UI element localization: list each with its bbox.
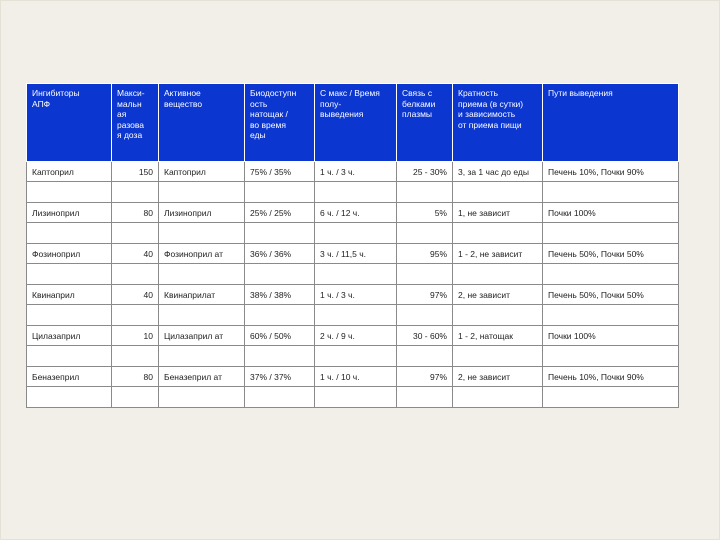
- header-dosing-frequency: Кратность приема (в сутки) и зависимость от приема пищи: [453, 84, 543, 162]
- cell-drug: Цилазаприл: [27, 326, 112, 346]
- cell-active-substance: Каптоприл: [159, 162, 245, 182]
- cell-dosing-frequency: 1 - 2, натощак: [453, 326, 543, 346]
- cell-cmax-halflife: 1 ч. / 3 ч.: [315, 285, 397, 305]
- cell-drug: Квинаприл: [27, 285, 112, 305]
- cell-protein-binding: 95%: [397, 244, 453, 264]
- cell-elimination: Печень 10%, Почки 90%: [543, 162, 679, 182]
- header-bioavailability: Биодоступн ость натощак / во время еды: [245, 84, 315, 162]
- cell-protein-binding: 30 - 60%: [397, 326, 453, 346]
- cell-bioavailability: 75% / 35%: [245, 162, 315, 182]
- table-header-row: [27, 84, 679, 162]
- cell-max-dose: 10: [112, 326, 159, 346]
- cell-max-dose: 40: [112, 244, 159, 264]
- ace-inhibitors-table: [26, 83, 679, 408]
- cell-dosing-frequency: 1 - 2, не зависит: [453, 244, 543, 264]
- cell-elimination: Почки 100%: [543, 326, 679, 346]
- header-active-substance: Активное вещество: [159, 84, 245, 162]
- header-elimination: Пути выведения: [543, 84, 679, 162]
- table-spacer-row: [27, 305, 679, 326]
- table-spacer-row: [27, 387, 679, 408]
- cell-active-substance: Квинаприлат: [159, 285, 245, 305]
- table-row: [27, 326, 679, 346]
- table-spacer-row: [27, 264, 679, 285]
- cell-bioavailability: 37% / 37%: [245, 367, 315, 387]
- cell-cmax-halflife: 1 ч. / 3 ч.: [315, 162, 397, 182]
- table-row: [27, 367, 679, 387]
- table-spacer-row: [27, 346, 679, 367]
- cell-protein-binding: 25 - 30%: [397, 162, 453, 182]
- cell-bioavailability: 60% / 50%: [245, 326, 315, 346]
- table-row: [27, 285, 679, 305]
- cell-elimination: Почки 100%: [543, 203, 679, 223]
- cell-dosing-frequency: 3, за 1 час до еды: [453, 162, 543, 182]
- cell-active-substance: Фозиноприл ат: [159, 244, 245, 264]
- cell-max-dose: 80: [112, 203, 159, 223]
- header-cmax-halflife: С макс / Время полу- выведения: [315, 84, 397, 162]
- cell-max-dose: 150: [112, 162, 159, 182]
- cell-drug: Беназеприл: [27, 367, 112, 387]
- cell-cmax-halflife: 2 ч. / 9 ч.: [315, 326, 397, 346]
- cell-dosing-frequency: 2, не зависит: [453, 285, 543, 305]
- table-row: [27, 244, 679, 264]
- table-spacer-row: [27, 182, 679, 203]
- header-max-dose: Макси- мальн ая разова я доза: [112, 84, 159, 162]
- cell-protein-binding: 5%: [397, 203, 453, 223]
- cell-protein-binding: 97%: [397, 285, 453, 305]
- cell-cmax-halflife: 1 ч. / 10 ч.: [315, 367, 397, 387]
- cell-drug: Лизиноприл: [27, 203, 112, 223]
- cell-active-substance: Беназеприл ат: [159, 367, 245, 387]
- cell-max-dose: 40: [112, 285, 159, 305]
- cell-active-substance: Лизиноприл: [159, 203, 245, 223]
- header-protein-binding: Связь с белками плазмы: [397, 84, 453, 162]
- cell-active-substance: Цилазаприл ат: [159, 326, 245, 346]
- cell-bioavailability: 38% / 38%: [245, 285, 315, 305]
- cell-drug: Фозиноприл: [27, 244, 112, 264]
- table-row: [27, 203, 679, 223]
- table-spacer-row: [27, 223, 679, 244]
- cell-max-dose: 80: [112, 367, 159, 387]
- cell-elimination: Печень 10%, Почки 90%: [543, 367, 679, 387]
- cell-drug: Каптоприл: [27, 162, 112, 182]
- cell-cmax-halflife: 3 ч. / 11,5 ч.: [315, 244, 397, 264]
- cell-cmax-halflife: 6 ч. / 12 ч.: [315, 203, 397, 223]
- cell-elimination: Печень 50%, Почки 50%: [543, 285, 679, 305]
- cell-bioavailability: 25% / 25%: [245, 203, 315, 223]
- cell-protein-binding: 97%: [397, 367, 453, 387]
- cell-bioavailability: 36% / 36%: [245, 244, 315, 264]
- header-inhibitors: Ингибиторы АПФ: [27, 84, 112, 162]
- cell-dosing-frequency: 2, не зависит: [453, 367, 543, 387]
- cell-dosing-frequency: 1, не зависит: [453, 203, 543, 223]
- cell-elimination: Печень 50%, Почки 50%: [543, 244, 679, 264]
- table-row: [27, 162, 679, 182]
